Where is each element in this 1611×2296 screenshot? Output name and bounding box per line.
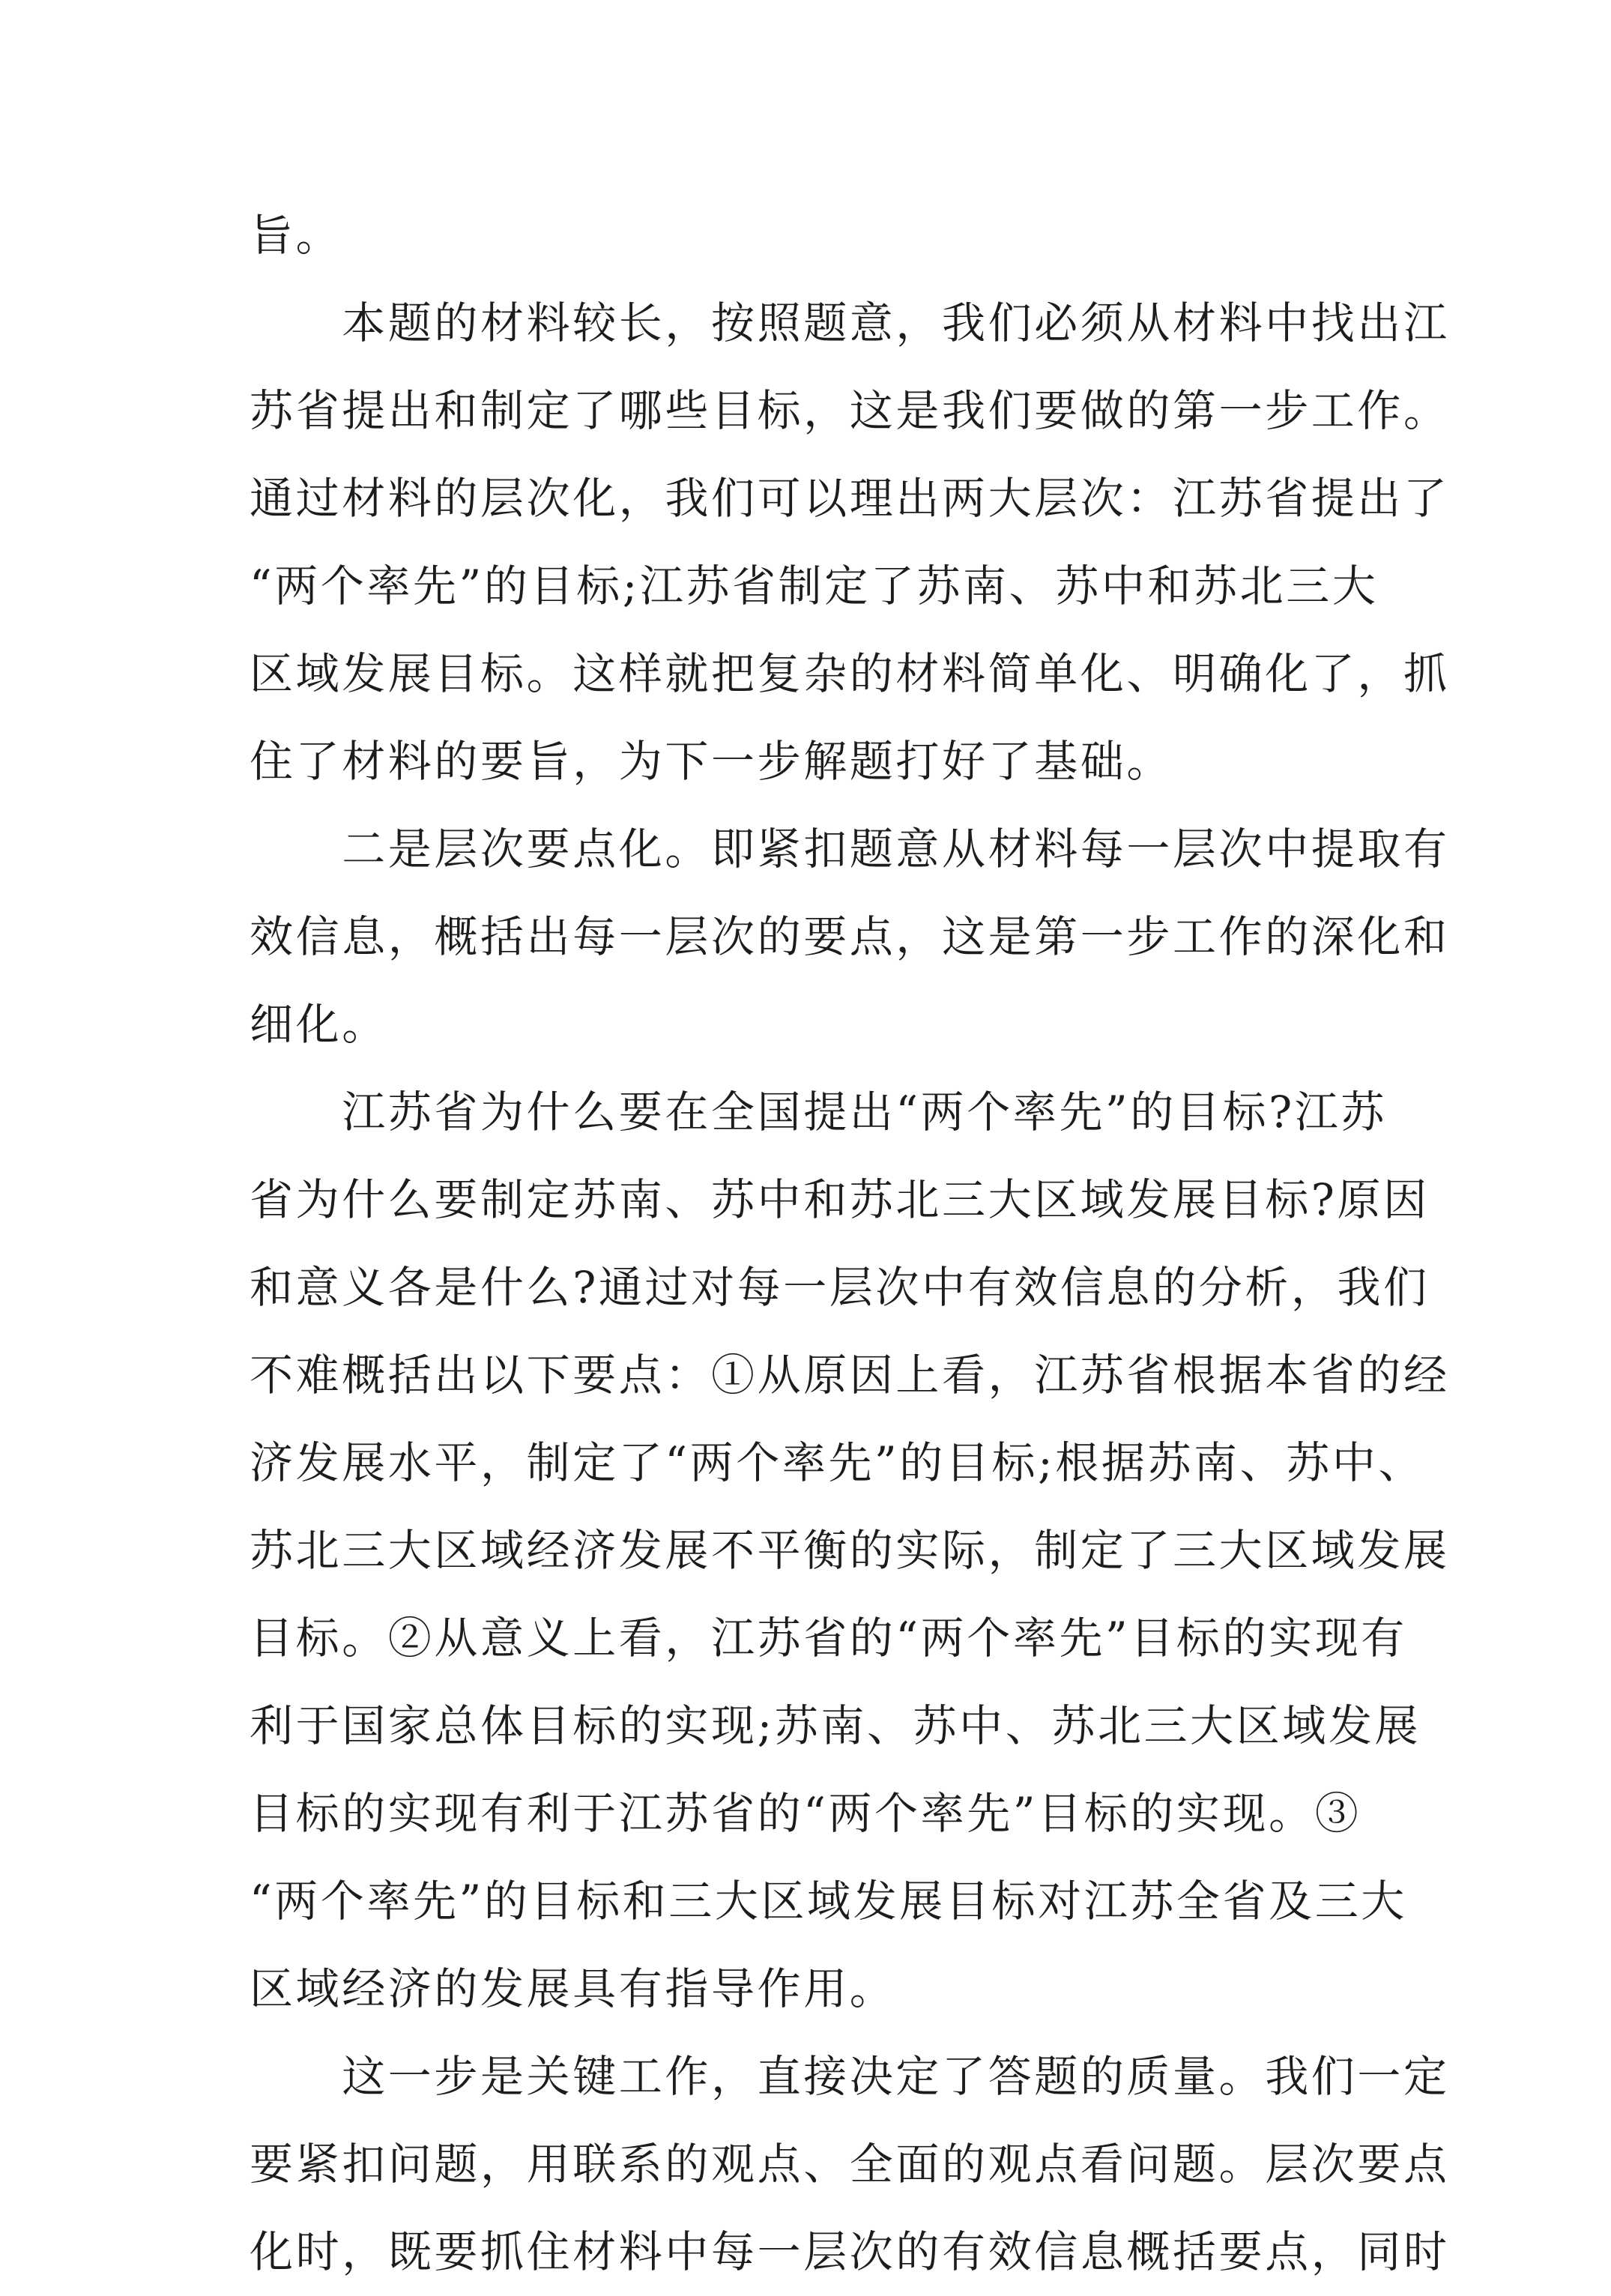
text-line: 通过材料的层次化，我们可以理出两大层次：江苏省提出了 [250, 473, 1450, 524]
text-line: 苏省提出和制定了哪些目标，这是我们要做的第一步工作。 [250, 385, 1450, 436]
text-line: 区域经济的发展具有指导作用。 [250, 1963, 896, 2014]
text-line: 江苏省为什么要在全国提出“两个率先”的目标?江苏 [250, 1087, 1388, 1138]
text-line: 这一步是关键工作，直接决定了答题的质量。我们一定 [250, 2051, 1450, 2102]
text-line: 细化。 [250, 999, 388, 1050]
text-line: “两个率先”的目标;江苏省制定了苏南、苏中和苏北三大 [250, 561, 1379, 611]
text-line: 区域发展目标。这样就把复杂的材料简单化、明确化了，抓 [250, 648, 1450, 699]
body-text [250, 192, 1450, 2296]
text-line: 目标的实现有利于江苏省的“两个率先”目标的实现。③ [250, 1788, 1361, 1839]
text-line: 要紧扣问题，用联系的观点、全面的观点看问题。层次要点 [250, 2139, 1450, 2190]
text-line: 旨。 [250, 210, 342, 261]
text-line: 本题的材料较长，按照题意，我们必须从材料中找出江 [250, 297, 1450, 348]
text-line: 二是层次要点化。即紧扣题意从材料每一层次中提取有 [250, 824, 1450, 874]
text-line: 化时，既要抓住材料中每一层次的有效信息概括要点，同时 [250, 2226, 1450, 2277]
text-line: 和意义各是什么?通过对每一层次中有效信息的分析，我们 [250, 1262, 1430, 1313]
text-line: “两个率先”的目标和三大区域发展目标对江苏全省及三大 [250, 1876, 1407, 1927]
text-line: 不难概括出以下要点：①从原因上看，江苏省根据本省的经 [250, 1350, 1450, 1401]
text-line: 省为什么要制定苏南、苏中和苏北三大区域发展目标?原因 [250, 1174, 1430, 1225]
text-line: 目标。②从意义上看，江苏省的“两个率先”目标的实现有 [250, 1613, 1407, 1664]
text-line: 住了材料的要旨，为下一步解题打好了基础。 [250, 736, 1173, 787]
text-line: 济发展水平，制定了“两个率先”的目标;根据苏南、苏中、 [250, 1437, 1425, 1488]
text-line: 效信息，概括出每一层次的要点，这是第一步工作的深化和 [250, 911, 1450, 962]
text-line: 利于国家总体目标的实现;苏南、苏中、苏北三大区域发展 [250, 1700, 1421, 1751]
text-line: 苏北三大区域经济发展不平衡的实际，制定了三大区域发展 [250, 1525, 1450, 1576]
